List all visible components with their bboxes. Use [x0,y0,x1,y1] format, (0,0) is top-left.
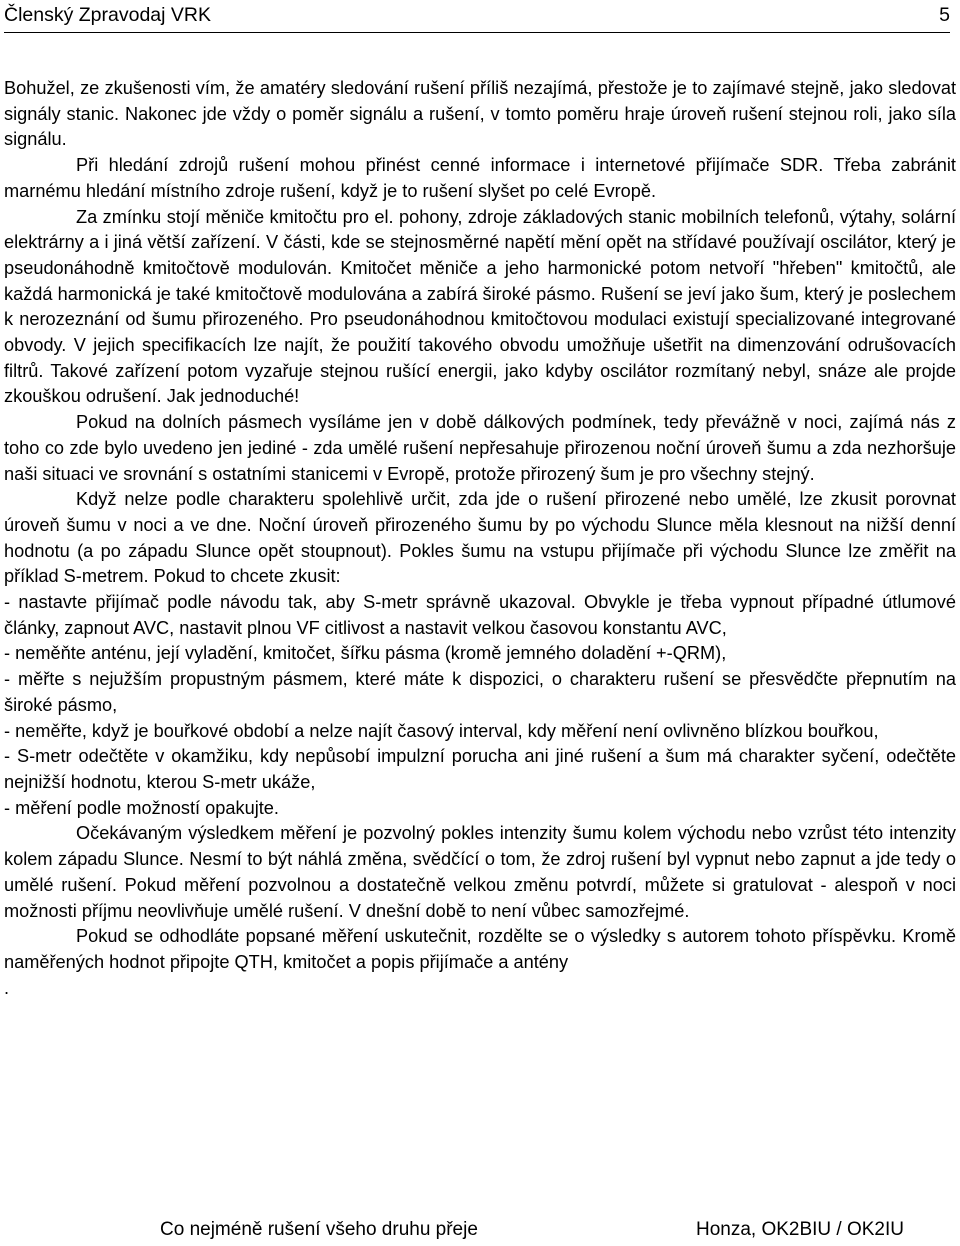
list-item: - neměňte anténu, její vyladění, kmitočet, šířku pásma (kromě jemného doladění +-QRM), [4,643,727,664]
list-item: - měřte s nejužším propustným pásmem, které máte k dispozici, o charakteru rušení se přesvědčte přepnutím na široké pásmo, [4,669,956,715]
page-number: 5 [939,4,950,26]
paragraph-trailing-dot: . [4,977,10,998]
page-header [4,2,950,33]
article-body [4,76,956,1001]
paragraph-low-bands: Pokud na dolních pásmech vysíláme jen v době dálkových podmínek, tedy převážně v noci, zajímá nás z toho co zde bylo uvedeno jen jediné - zda umělé rušení nepřesahuje přirozenou noční úroveň šumu a zda nezhoršuje naši situaci ve srovnání s ostatními stanicemi v Evropě, protože přirozený šum je pro všechny stejný. [4,412,956,484]
paragraph-sdr: Při hledání zdrojů rušení mohou přinést cenné informace i internetové přijímače SDR. Třeba zabránit marnému hledání místního zdroje rušení, když je to rušení slyšet po celé Evropě. [4,155,956,201]
paragraph-expected-result: Očekávaným výsledkem měření je pozvolný pokles intenzity šumu kolem východu nebo vzrůst této intenzity kolem západu Slunce. Nesmí to být náhlá změna, svědčící o tom, že zdroj rušení byl vypnut nebo zapnut a jde tedy o umělé rušení. Pokud měření pozvolnou a dostatečně velkou změnu potvrdí, můžete si gratulovat - alespoň v noci možnosti příjmu neovlivňuje umělé rušení. V dnešní době to není vůbec samozřejmé. [4,823,956,921]
closing-greeting: Co nejméně rušení všeho druhu přeje [160,1219,478,1240]
list-item: - nastavte přijímač podle návodu tak, aby S-metr správně ukazoval. Obvykle je třeba vypnout případné útlumové články, zapnout AVC, nastavit plnou VF citlivost a nastavit velkou časovou konstantu AVC, [4,592,956,638]
paragraph-share-results: Pokud se odhodláte popsané měření uskutečnit, rozdělte se o výsledky s autorem tohoto příspěvku. Kromě naměřených hodnot připojte QTH, kmitočet a popis přijímače a antény [4,926,956,972]
list-item: - S-metr odečtěte v okamžiku, kdy nepůsobí impulzní porucha ani jiné rušení a šum má charakter syčení, odečtěte nejnižší hodnotu, kterou S-metr ukáže, [4,746,956,792]
paragraph-frequency-converters: Za zmínku stojí měniče kmitočtu pro el. pohony, zdroje základových stanic mobilních telefonů, výtahy, solární elektrárny a i jiná větší zařízení. V části, kde se stejnosměrné napětí mění opět na střídavé používají oscilátor, který je pseudonáhodně kmitočtově modulován. Kmitočet měniče a jeho harmonické potom netvoří "hřeben" kmitočtů, ale každá harmonická je také kmitočtově modulována a zabírá široké pásmo. Rušení se jeví jako šum, který je poslechem k nerozeznání od šumu přirozeného. Pro pseudonáhodnou kmitočtovou modulaci existují specializované integrované obvody. V jejich specifikacích lze najít, že použití takového obvodu umožňuje ušetřit na dimenzování odrušovacích filtrů. Takové zařízení potom vyzařuje stejnou rušící energii, jako kdyby oscilátor rozmítaný nebyl, snáze ale projde zkouškou odrušení. Jak jednoduché! [4,206,956,407]
paragraph-intro: Bohužel, ze zkušenosti vím, že amatéry sledování rušení příliš nezajímá, přestože je to zajímavé stejně, jako sledovat signály stanic. Nakonec jde vždy o poměr signálu a rušení, v tomto poměru hraje úroveň rušení stejnou roli, jako síla signálu. [4,78,956,150]
list-item: - neměřte, když je bouřkové období a nelze najít časový interval, kdy měření není ovlivněno blízkou bouřkou, [4,720,879,741]
author-signature: Honza, OK2BIU / OK2IU [695,1219,904,1240]
paragraph-day-night-comparison: Když nelze podle charakteru spolehlivě určit, zda jde o rušení přirozené nebo umělé, lze zkusit porovnat úroveň šumu v noci a ve dne. Noční úroveň přirozeného šumu by po východu Slunce měla klesnout na nižší denní hodnotu (a po západu Slunce opět stoupnout). Pokles šumu na vstupu přijímače při východu Slunce lze změřit na příklad S-metrem. Pokud to chcete zkusit: [4,489,956,587]
list-item: - měření podle možností opakujte. [4,797,279,818]
newsletter-title: Členský Zpravodaj VRK [4,4,211,26]
